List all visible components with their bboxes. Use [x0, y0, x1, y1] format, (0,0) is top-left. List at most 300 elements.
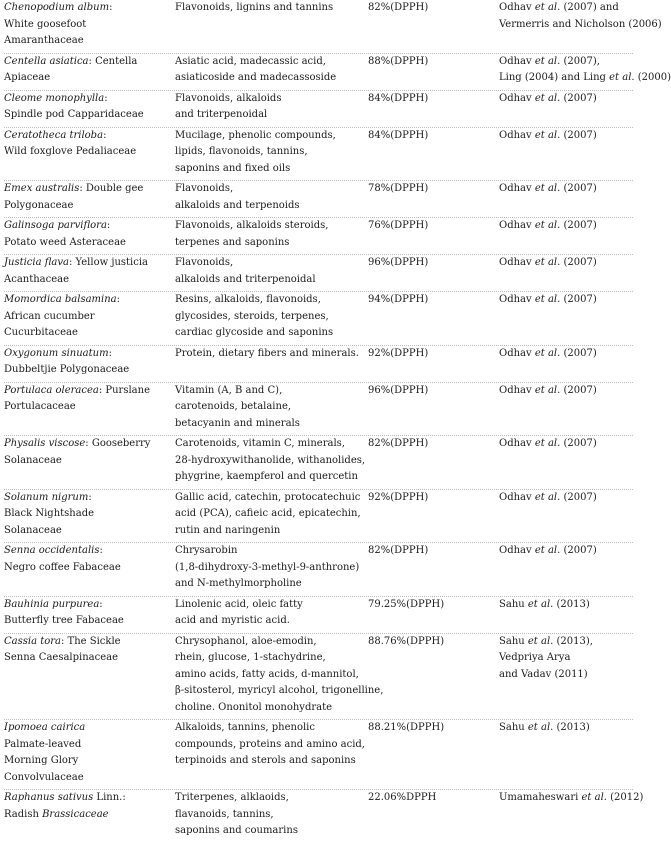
reference-cell-line: [499, 255, 645, 272]
compounds-line: (1,8-dihydroxy-3-methyl-9-anthrone): [175, 561, 360, 573]
activity-cell: 92%(DPPH): [368, 347, 429, 359]
text-segment: Black Nightshade: [4, 508, 95, 519]
compounds-cell: [175, 292, 355, 342]
italic-text: et al: [534, 183, 558, 194]
activity-cell: 82%(DPPH): [368, 2, 429, 13]
text-segment: . (2007): [557, 129, 597, 141]
italic-text: Portulaca oleracea: [4, 384, 99, 396]
compounds-cell: [175, 54, 355, 87]
compounds-line: Alkaloids, tannins, phenolic: [175, 722, 315, 733]
text-segment: Portulacaceae: [4, 401, 76, 412]
compounds-line: phygrine, kaempferol and quercetin: [175, 471, 358, 482]
compounds-line: alkaloids and triterpenoidal: [175, 273, 316, 285]
activity-cell: 76%(DPPH): [368, 220, 429, 231]
plant-name-cell: [4, 346, 164, 379]
reference-cell-line: [499, 667, 645, 684]
compounds-cell: [175, 790, 355, 840]
plant-name-cell-line: [4, 523, 164, 540]
activity-cell: 78%(DPPH): [368, 183, 429, 194]
italic-text: Brassicaceae: [42, 808, 109, 820]
text-segment: . (2007): [557, 545, 597, 556]
table-row: [0, 54, 671, 91]
text-segment: . (2000): [631, 72, 671, 83]
activity-cell: 82%(DPPH): [368, 438, 429, 449]
compounds-line: Gallic acid, catechin, protocatechuic: [175, 491, 361, 503]
text-segment: Wild foxglove Pedaliaceae: [4, 146, 137, 157]
table-row: [0, 436, 645, 490]
compounds-cell: [175, 720, 365, 770]
italic-text: et al: [534, 257, 558, 268]
activity-cell: 96%(DPPH): [368, 384, 429, 396]
plant-name-cell-line: [4, 198, 164, 215]
compounds-line: carotenoids, betalaine,: [175, 401, 292, 412]
reference-cell: [499, 383, 645, 400]
activity-cell: 88%(DPPH): [368, 55, 429, 67]
text-segment: Convolvulaceae: [4, 771, 84, 783]
italic-text: et al: [527, 598, 551, 610]
table-row: [0, 490, 645, 544]
plant-name-cell-line: [4, 770, 164, 787]
text-segment: Apiaceae: [4, 72, 51, 83]
text-segment: :: [109, 2, 113, 13]
compounds-line: Flavonoids, alkaloids: [175, 92, 282, 104]
activity-cell: 84%(DPPH): [368, 129, 429, 141]
italic-text: Momordica balsamina: [4, 294, 117, 305]
compounds-cell: [175, 543, 360, 593]
text-segment: :: [104, 92, 108, 104]
activity-cell: 94%(DPPH): [368, 294, 429, 305]
plant-name-cell-line: [4, 399, 164, 416]
table-row: [0, 292, 645, 346]
text-segment: Odhav: [499, 438, 535, 449]
plant-name-cell-line: [4, 650, 164, 667]
text-segment: . (2007) and: [557, 2, 619, 13]
plant-name-cell: [4, 54, 164, 87]
text-segment: Cucurbitaceae: [4, 327, 78, 338]
plant-name-cell-line: [4, 91, 164, 108]
plant-name-cell: [4, 383, 164, 416]
text-segment: Odhav: [499, 347, 535, 359]
plant-name-cell: [4, 490, 164, 540]
compounds-line: Flavonoids, alkaloids steroids,: [175, 220, 329, 231]
reference-cell-line: [499, 650, 645, 667]
text-segment: . (2007): [557, 220, 597, 231]
compounds-line: Chrysarobin: [175, 545, 238, 556]
plant-name-cell: [4, 128, 164, 161]
compounds-line: flavanoids, tannins,: [175, 808, 274, 820]
text-segment: : The Sickle: [61, 635, 121, 647]
compounds-line: terpinoids and sterols and saponins: [175, 755, 356, 766]
plant-name-cell: [4, 720, 164, 786]
compounds-line: rutin and naringenin: [175, 524, 281, 536]
compounds-line: β-sitosterol, myricyl alcohol, trigonelline,: [175, 685, 384, 696]
plant-name-cell-line: [4, 235, 164, 252]
plant-name-cell: [4, 91, 164, 124]
reference-cell: [499, 128, 645, 145]
compounds-line: Flavonoids,: [175, 257, 234, 268]
plant-name-cell-line: [4, 33, 164, 50]
italic-text: Bauhinia purpurea: [4, 598, 100, 610]
compounds-cell: [175, 181, 355, 214]
plant-name-cell-line: [4, 383, 164, 400]
reference-cell-line: [499, 292, 645, 309]
reference-cell-line: [499, 383, 645, 400]
text-segment: :: [99, 598, 103, 610]
compounds-line: asiaticoside and madecassoside: [175, 72, 337, 83]
compounds-line: Resins, alkaloids, flavonoids,: [175, 294, 321, 305]
reference-cell: [499, 597, 645, 614]
compounds-cell: [175, 436, 366, 486]
text-segment: Solanaceae: [4, 454, 62, 466]
text-segment: . (2013): [550, 722, 590, 733]
compounds-line: Mucilage, phenolic compounds,: [175, 129, 336, 141]
compounds-cell: [175, 91, 355, 124]
table-row: [0, 543, 645, 597]
compounds-line: compounds, proteins and amino acid,: [175, 738, 365, 750]
text-segment: . (2007): [557, 491, 597, 503]
plant-name-cell-line: [4, 346, 164, 363]
text-segment: White goosefoot: [4, 18, 87, 30]
compounds-line: Linolenic acid, oleic fatty: [175, 598, 303, 610]
compounds-line: rhein, glucose, 1-stachydrine,: [175, 652, 326, 663]
plant-name-cell-line: [4, 790, 164, 807]
text-segment: Polygonaceae: [4, 199, 74, 211]
activity-cell: 79.25%(DPPH): [368, 598, 445, 610]
italic-text: et al: [534, 294, 558, 305]
plant-name-cell-line: [4, 753, 164, 770]
plant-name-cell: [4, 543, 164, 576]
reference-cell-line: [499, 346, 645, 363]
reference-cell: [499, 790, 645, 807]
compounds-line: Triterpenes, alklaoids,: [175, 792, 289, 803]
reference-cell: [499, 0, 662, 33]
italic-text: et al: [534, 2, 558, 13]
plant-name-cell-line: [4, 17, 164, 34]
compounds-cell: [175, 128, 355, 178]
text-segment: Odhav: [499, 55, 535, 67]
text-segment: Odhav: [499, 220, 535, 231]
reference-cell: [499, 91, 645, 108]
compounds-line: Asiatic acid, madecassic acid,: [175, 55, 326, 67]
text-segment: :: [108, 347, 112, 359]
text-segment: :: [88, 491, 92, 503]
compounds-line: betacyanin and minerals: [175, 417, 300, 429]
text-segment: . (2007): [557, 92, 597, 104]
italic-text: et al: [534, 545, 558, 556]
table-row: [0, 383, 645, 437]
reference-cell-line: [499, 181, 645, 198]
plant-name-cell-line: [4, 436, 164, 453]
reference-cell-line: [499, 634, 645, 651]
text-segment: :: [116, 294, 120, 305]
compounds-line: lipids, flavonoids, tannins,: [175, 146, 308, 157]
compounds-cell: [175, 218, 355, 251]
text-segment: Solanaceae: [4, 524, 62, 536]
italic-text: Centella asiatica: [4, 55, 89, 67]
compounds-line: cardiac glycoside and saponins: [175, 327, 334, 338]
text-segment: Morning Glory: [4, 755, 79, 766]
text-segment: : Yellow justicia: [68, 257, 148, 268]
text-segment: Odhav: [499, 183, 535, 194]
plant-name-cell-line: [4, 54, 164, 71]
compounds-line: Flavonoids,: [175, 183, 234, 194]
text-segment: Radish: [4, 808, 43, 820]
plant-name-cell-line: [4, 737, 164, 754]
text-segment: Amaranthaceae: [4, 35, 84, 46]
compounds-line: saponins and coumarins: [175, 825, 298, 836]
text-segment: Potato weed Asteraceae: [4, 236, 126, 248]
compounds-cell: [175, 490, 361, 540]
reference-cell-line: [499, 597, 645, 614]
italic-text: Galinsoga parviflora: [4, 220, 107, 231]
plant-name-cell-line: [4, 255, 164, 272]
text-segment: :: [99, 545, 103, 556]
compounds-line: Vitamin (A, B and C),: [175, 384, 283, 396]
italic-text: Senna occidentalis: [4, 545, 100, 556]
table-row: [0, 790, 645, 844]
plant-name-cell-line: [4, 292, 164, 309]
table-row: [0, 634, 645, 721]
reference-cell: [499, 218, 645, 235]
text-segment: :: [103, 129, 107, 141]
activity-cell: 92%(DPPH): [368, 491, 429, 503]
plant-name-cell-line: [4, 543, 164, 560]
activity-cell: 22.06%DPPH: [368, 792, 437, 803]
compounds-cell: [175, 0, 355, 17]
italic-text: Solanum nigrum: [4, 491, 89, 503]
text-segment: Ling (2004) and Ling: [499, 72, 610, 83]
table-row: [0, 128, 645, 182]
compounds-line: Carotenoids, vitamin C, minerals,: [175, 438, 345, 449]
table-row: [0, 720, 645, 790]
plant-name-cell: [4, 436, 164, 469]
compounds-line: glycosides, steroids, terpenes,: [175, 310, 329, 322]
table-row: [0, 218, 645, 255]
plant-name-cell: [4, 255, 164, 288]
reference-cell: [499, 490, 645, 507]
text-segment: . (2007): [557, 183, 597, 194]
compounds-line: and N-methylmorpholine: [175, 578, 302, 589]
italic-text: et al: [534, 92, 558, 104]
compounds-cell: [175, 383, 355, 433]
compounds-line: and triterpenoidal: [175, 109, 268, 120]
text-segment: Dubbeltjie Polygonaceae: [4, 364, 130, 375]
activity-cell: 88.76%(DPPH): [368, 635, 445, 647]
text-segment: : Gooseberry: [85, 438, 151, 449]
compounds-line: acid (PCA), cafieic acid, epicatechin,: [175, 508, 361, 519]
plant-name-cell-line: [4, 597, 164, 614]
plant-name-cell-line: [4, 560, 164, 577]
text-segment: . (2007): [557, 257, 597, 268]
plant-name-cell-line: [4, 362, 164, 379]
compounds-line: 28-hydroxywithanolide, withanolides,: [175, 454, 366, 466]
italic-text: Cassia tora: [4, 635, 61, 647]
reference-cell: [499, 54, 671, 87]
italic-text: Raphanus sativus: [4, 792, 94, 803]
italic-text: Emex australis: [4, 183, 80, 194]
compounds-line: choline. Ononitol monohydrate: [175, 701, 333, 713]
text-segment: Sahu: [499, 722, 528, 733]
compounds-line: acid and myristic acid.: [175, 615, 290, 626]
plant-name-cell-line: [4, 128, 164, 145]
plant-name-cell-line: [4, 144, 164, 161]
table-row: [0, 0, 662, 54]
italic-text: et al: [527, 635, 551, 647]
plant-name-cell: [4, 790, 164, 823]
table-row: [0, 597, 645, 634]
compounds-line: terpenes and saponins: [175, 236, 290, 248]
italic-text: Cleome monophylla: [4, 92, 105, 104]
compounds-line: alkaloids and terpenoids: [175, 199, 300, 211]
table-row: [0, 91, 645, 128]
text-segment: Odhav: [499, 491, 535, 503]
plant-name-cell-line: [4, 807, 164, 824]
activity-cell: 96%(DPPH): [368, 257, 429, 268]
reference-cell-line: [499, 218, 645, 235]
text-segment: . (2007): [557, 384, 597, 396]
reference-cell: [499, 543, 645, 560]
text-segment: Odhav: [499, 92, 535, 104]
plant-name-cell-line: [4, 107, 164, 124]
text-segment: . (2007): [557, 347, 597, 359]
plant-name-cell-line: [4, 453, 164, 470]
italic-text: et al: [534, 347, 558, 359]
plant-name-cell-line: [4, 506, 164, 523]
italic-text: Physalis viscose: [4, 438, 86, 449]
text-segment: Negro coffee Fabaceae: [4, 561, 121, 573]
text-segment: Sahu: [499, 635, 528, 647]
text-segment: . (2013): [550, 598, 590, 610]
text-segment: :: [106, 220, 111, 231]
text-segment: Odhav: [499, 545, 535, 556]
reference-cell-line: [499, 490, 645, 507]
activity-cell: 82%(DPPH): [368, 545, 429, 556]
text-segment: . (2012): [603, 792, 644, 803]
italic-text: et al: [534, 129, 558, 141]
activity-cell: 84%(DPPH): [368, 92, 429, 104]
text-segment: Vedpriya Arya: [499, 652, 571, 663]
text-segment: Linn.:: [93, 792, 126, 803]
text-segment: African cucumber: [4, 310, 95, 322]
text-segment: Vermerris and Nicholson (2006): [499, 18, 662, 30]
text-segment: and Vadav (2011): [499, 668, 588, 680]
text-segment: Odhav: [499, 294, 535, 305]
reference-cell-line: [499, 70, 671, 87]
reference-cell: [499, 634, 645, 684]
italic-text: Justicia flava: [4, 257, 69, 268]
text-segment: Odhav: [499, 257, 535, 268]
italic-text: Chenopodium album: [4, 2, 110, 13]
reference-cell-line: [499, 790, 645, 807]
reference-cell: [499, 255, 645, 272]
text-segment: Acanthaceae: [4, 273, 70, 285]
text-segment: . (2007): [557, 438, 597, 449]
plant-name-cell: [4, 292, 164, 342]
text-segment: Senna Caesalpinaceae: [4, 652, 119, 663]
plant-name-cell: [4, 181, 164, 214]
compounds-cell: [175, 346, 359, 363]
text-segment: : Purslane: [98, 384, 150, 396]
italic-text: Oxygonum sinuatum: [4, 347, 109, 359]
plant-name-cell-line: [4, 613, 164, 630]
reference-cell: [499, 292, 645, 309]
reference-cell-line: [499, 128, 645, 145]
text-segment: . (2013),: [550, 635, 593, 647]
italic-text: Ipomoea cairica: [4, 722, 86, 733]
plant-name-cell-line: [4, 218, 164, 235]
reference-cell: [499, 346, 645, 363]
compounds-cell: [175, 597, 355, 630]
text-segment: : Double gee: [79, 183, 144, 194]
italic-text: et al: [534, 491, 558, 503]
compounds-line: Protein, dietary fibers and minerals.: [175, 347, 359, 359]
reference-cell-line: [499, 543, 645, 560]
table-row: [0, 181, 645, 218]
activity-cell: 88.21%(DPPH): [368, 722, 445, 733]
compounds-cell: [175, 634, 384, 717]
reference-cell-line: [499, 0, 645, 17]
reference-cell-line: [499, 54, 645, 71]
plant-name-cell-line: [4, 490, 164, 507]
text-segment: Odhav: [499, 129, 535, 141]
text-segment: Butterfly tree Fabaceae: [4, 615, 124, 626]
plant-name-cell-line: [4, 309, 164, 326]
table-row: [0, 255, 645, 292]
plant-name-cell: [4, 218, 164, 251]
table-row: [0, 346, 645, 383]
compounds-line: amino acids, fatty acids, d-mannitol,: [175, 668, 359, 680]
italic-text: et al: [534, 220, 558, 231]
compounds-line: Chrysophanol, aloe-emodin,: [175, 635, 317, 647]
reference-cell-line: [499, 91, 645, 108]
italic-text: et al: [581, 792, 604, 803]
text-segment: Palmate-leaved: [4, 738, 82, 750]
text-segment: Sahu: [499, 598, 528, 610]
reference-cell-line: [499, 720, 645, 737]
plant-name-cell-line: [4, 70, 164, 87]
text-segment: Spindle pod Capparidaceae: [4, 109, 144, 120]
plant-name-cell-line: [4, 181, 164, 198]
plant-name-cell-line: [4, 272, 164, 289]
text-segment: : Centella: [88, 55, 138, 67]
text-segment: Odhav: [499, 384, 535, 396]
italic-text: et al: [609, 72, 632, 83]
reference-cell: [499, 181, 645, 198]
italic-text: Ceratotheca triloba: [4, 129, 104, 141]
text-segment: Umamaheswari: [499, 792, 582, 803]
compounds-cell: [175, 255, 355, 288]
reference-cell-line: [499, 436, 645, 453]
text-segment: . (2007),: [557, 55, 600, 67]
compounds-line: Flavonoids, lignins and tannins: [175, 2, 334, 13]
italic-text: et al: [534, 438, 558, 449]
italic-text: et al: [534, 55, 558, 67]
plant-name-cell: [4, 0, 164, 50]
compounds-line: saponins and fixed oils: [175, 162, 291, 174]
plant-name-cell-line: [4, 325, 164, 342]
italic-text: et al: [534, 384, 558, 396]
plant-name-cell-line: [4, 0, 164, 17]
reference-cell: [499, 720, 645, 737]
text-segment: Odhav: [499, 2, 535, 13]
reference-cell-line: [499, 17, 662, 34]
plant-name-cell: [4, 634, 164, 667]
reference-cell: [499, 436, 645, 453]
italic-text: et al: [527, 722, 551, 733]
plant-name-cell: [4, 597, 164, 630]
text-segment: . (2007): [557, 294, 597, 305]
plant-name-cell-line: [4, 720, 164, 737]
